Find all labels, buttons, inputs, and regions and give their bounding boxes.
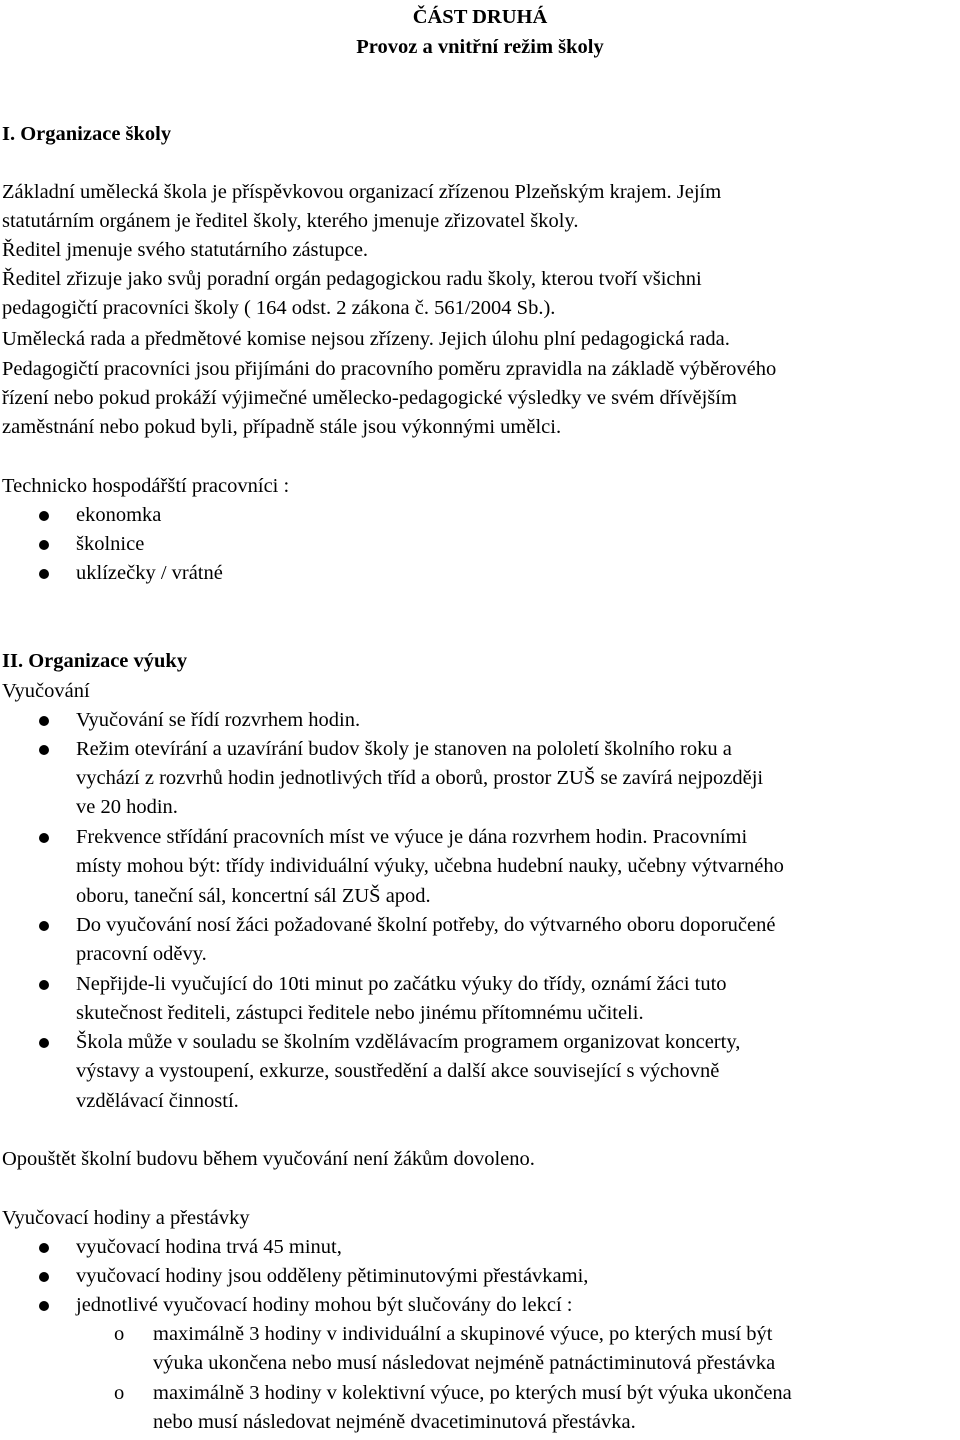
sub-list-item-continuation: nebo musí následovat nejméně dvacetiminutová přestávka.: [153, 1411, 636, 1433]
bullet-icon: [39, 1038, 49, 1048]
list-item-continuation: oboru, taneční sál, koncertní sál ZUŠ apod.: [76, 885, 431, 907]
sub-list-item: maximálně 3 hodiny v individuální a skupinové výuce, po kterých musí být: [153, 1323, 773, 1345]
list-item-continuation: místy mohou být: třídy individuální výuky, učebna hudební nauky, učebny výtvarného: [76, 855, 784, 877]
list-item: vyučovací hodina trvá 45 minut,: [76, 1236, 342, 1258]
bullet-icon: [39, 1301, 49, 1311]
paragraph-line: Základní umělecká škola je příspěvkovou organizací zřízenou Plzeňským krajem. Jejím: [2, 181, 722, 203]
sub-list-item: maximálně 3 hodiny v kolektivní výuce, po kterých musí být výuka ukončena: [153, 1382, 792, 1404]
paragraph-line: Umělecká rada a předmětové komise nejsou zřízeny. Jejich úlohu plní pedagogická rada.: [2, 328, 730, 350]
sub-list-marker: o: [114, 1323, 125, 1345]
bullet-icon: [39, 1272, 49, 1282]
bullet-icon: [39, 540, 49, 550]
list-item: Škola může v souladu se školním vzdělávacím programem organizovat koncerty,: [76, 1031, 741, 1053]
list-item: ekonomka: [76, 504, 162, 526]
section-2-subtitle: Vyučování: [2, 680, 90, 702]
section-2-title: II. Organizace výuky: [2, 650, 188, 672]
list-item-continuation: vychází z rozvrhů hodin jednotlivých tříd a oborů, prostor ZUŠ se zavírá nejpozději: [76, 767, 764, 789]
list-item: školnice: [76, 533, 145, 555]
list-item: Vyučování se řídí rozvrhem hodin.: [76, 709, 361, 731]
sub-list-item-continuation: výuka ukončena nebo musí následovat nejméně patnáctiminutová přestávka: [153, 1352, 776, 1374]
part-subtitle: Provoz a vnitřní režim školy: [356, 36, 604, 58]
bullet-icon: [39, 716, 49, 726]
paragraph-line: řízení nebo pokud prokáží výjimečné umělecko-pedagogické výsledky ve svém dřívějším: [2, 387, 737, 409]
bullet-icon: [39, 1243, 49, 1253]
list-item: uklízečky / vrátné: [76, 562, 223, 584]
list-item: jednotlivé vyučovací hodiny mohou být slučovány do lekcí :: [76, 1294, 573, 1316]
list-item: Nepřijde-li vyučující do 10ti minut po začátku výuky do třídy, oznámí žáci tuto: [76, 973, 727, 995]
bullet-icon: [39, 745, 49, 755]
list-item-continuation: vzdělávací činností.: [76, 1090, 239, 1112]
tech-staff-label: Technicko hospodářští pracovníci :: [2, 475, 290, 497]
hours-title: Vyučovací hodiny a přestávky: [2, 1207, 250, 1229]
list-item-continuation: pracovní oděvy.: [76, 943, 207, 965]
paragraph-line: statutárním orgánem je ředitel školy, kterého jmenuje zřizovatel školy.: [2, 210, 579, 232]
list-item: Do vyučování nosí žáci požadované školní potřeby, do výtvarného oboru doporučené: [76, 914, 776, 936]
list-item: vyučovací hodiny jsou odděleny pětiminutovými přestávkami,: [76, 1265, 589, 1287]
list-item: Režim otevírání a uzavírání budov školy je stanoven na pololetí školního roku a: [76, 738, 732, 760]
list-item-continuation: výstavy a vystoupení, exkurze, soustředění a další akce související s výchovně: [76, 1060, 720, 1082]
paragraph-line: Pedagogičtí pracovníci jsou přijímáni do pracovního poměru zpravidla na základě výběrového: [2, 358, 777, 380]
section-1-title: I. Organizace školy: [2, 123, 172, 145]
paragraph-line: pedagogičtí pracovníci školy ( 164 odst. 2 zákona č. 561/2004 Sb.).: [2, 297, 556, 319]
bullet-icon: [39, 569, 49, 579]
paragraph-line: zaměstnání nebo pokud byli, případně stále jsou výkonnými umělci.: [2, 416, 562, 438]
sub-list-marker: o: [114, 1382, 125, 1404]
list-item: Frekvence střídání pracovních míst ve výuce je dána rozvrhem hodin. Pracovními: [76, 826, 748, 848]
bullet-icon: [39, 511, 49, 521]
leave-rule: Opouštět školní budovu během vyučování není žákům dovoleno.: [2, 1148, 535, 1170]
paragraph-line: Ředitel jmenuje svého statutárního zástupce.: [2, 239, 369, 261]
part-heading: ČÁST DRUHÁ: [412, 6, 548, 28]
bullet-icon: [39, 833, 49, 843]
bullet-icon: [39, 921, 49, 931]
list-item-continuation: skutečnost řediteli, zástupci ředitele nebo jinému přítomnému učiteli.: [76, 1002, 644, 1024]
bullet-icon: [39, 980, 49, 990]
list-item-continuation: ve 20 hodin.: [76, 796, 178, 818]
paragraph-line: Ředitel zřizuje jako svůj poradní orgán pedagogickou radu školy, kterou tvoří všichni: [2, 268, 702, 290]
